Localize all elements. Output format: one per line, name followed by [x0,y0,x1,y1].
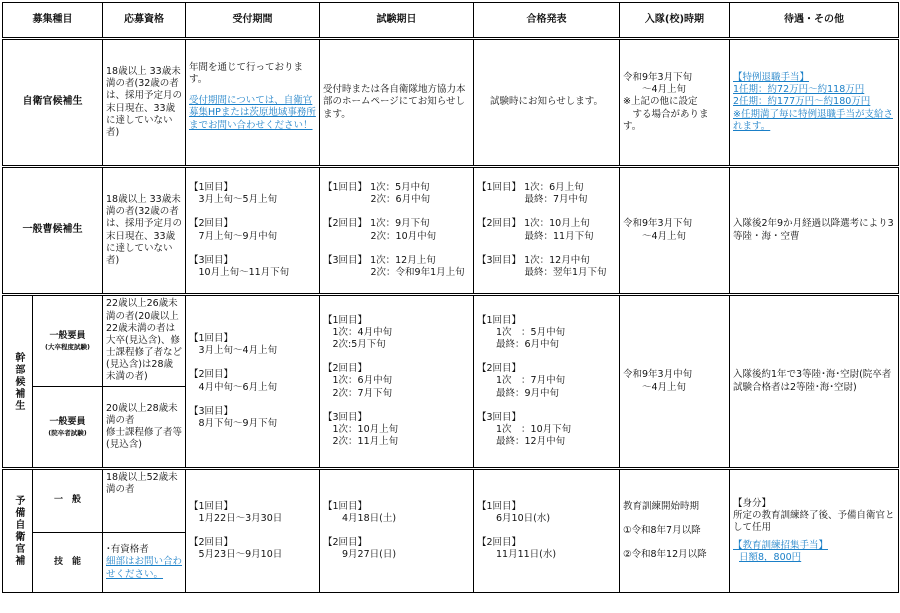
period-yobi: 【1回目】 1月22日〜3月30日 【2回目】 5月23日〜9月10日 [186,469,320,593]
enlist-kanbu: 令和9年3月中旬 〜4月上旬 [620,295,730,469]
exam-kanbu: 【1回目】 1次：4月中旬 2次:5月下旬 【2回目】 1次：6月中旬 2次：7月下旬 【3回目】 1次：10月上旬 2次：11月上旬 [320,295,474,469]
kanbu-sub2 [33,387,103,469]
header-qualification: 応募資格 [103,3,186,39]
period-ippan: 【1回目】 3月上旬〜5月上旬 【2回目】 7月上旬〜9月中旬 【3回目】 10月上旬〜11月下旬 [186,167,320,295]
row-ippan [3,167,899,295]
header-category: 募集種目 [3,3,103,39]
header-row [3,3,899,39]
header-benefit: 待遇・その他 [730,3,899,39]
enlist-jieikan: 令和9年3月下旬 〜4月上旬 ※上記の他に設定 する場合があります。 [620,39,730,167]
category-ippan: 一般曹候補生 [3,167,103,295]
kanbu-sub1-note: (大卒程度試験) [45,342,90,351]
yobi-sub2: 技 能 [33,533,103,593]
category-jieikan: 自衛官候補生 [3,39,103,167]
exam-ippan: 【1回目】 1次：5月中旬 2次：6月中旬 【2回目】 1次：9月下旬 2次：10月中旬 【3回目】 1次：12月上旬 2次：令和9年1月上旬 [320,167,474,295]
row-kanbu-1 [3,295,899,387]
row-jieikan [3,39,899,167]
kanbu-sub2-note: (院卒者試験) [48,428,87,437]
result-kanbu: 【1回目】 1次 ：5月中旬 最終：6月中旬 【2回目】 1次 ：7月中旬 最終：9月中旬 【3回目】 1次 ：10月下旬 最終：12月中旬 [474,295,620,469]
allowance-title: 【教育訓練招集手当】 [733,540,829,552]
qual-yobi-1: 18歳以上52歳未満の者 [103,469,186,533]
category-kanbu: 幹部候補生 [3,295,33,469]
qual-yobi-2 [103,533,186,593]
kanbu-sub1-label: 一般要員 [49,331,86,342]
qual-jieikan: 18歳以上 33歳未満の者(32歳の者は、採用予定月の末日現在、33歳に達していない者) [103,39,186,167]
benefit-yobi-title: 【身分】 [733,497,772,509]
benefit-ippan: 入隊後2年9か月経過以降選考により3等陸・海・空曹 [730,167,899,295]
qual-kanbu-1: 22歳以上26歳未満の者(20歳以上22歳未満の者は大卒(見込含)、修士課程修了者など(見込含)は28歳未満の者) [103,295,186,387]
benefit-kanbu: 入隊後約1年で3等陸･海･空尉(院卒者試験合格者は2等陸･海･空尉) [730,295,899,469]
qual-yobi-2-link[interactable]: 細部はお問い合わせください。 [106,556,183,580]
period-kanbu: 【1回目】 3月上旬〜4月上旬 【2回目】 4月中旬〜6月上旬 【3回目】 8月下旬〜9月下旬 [186,295,320,469]
period-jieikan-text: 年間を通じて行っております。 [189,62,304,86]
qual-kanbu-2: 20歳以上28歳未満の者 修士課程修了者等(見込含) [103,387,186,469]
recruitment-table [2,2,899,593]
result-yobi: 【1回目】 6月10日(水) 【2回目】 11月11日(水) [474,469,620,593]
enlist-ippan: 令和9年3月下旬 〜4月上旬 [620,167,730,295]
header-exam: 試験期日 [320,3,474,39]
kanbu-sub2-label: 一般要員 [49,417,86,428]
benefit-yobi-text: 所定の教育訓練終了後、予備自衛官として任用 [733,509,895,533]
benefit-jieikan-3: ※任期満了毎に特例退職手当が支給されます。 [733,108,893,132]
result-jieikan: 試験時にお知らせします。 [474,39,620,167]
exam-jieikan: 受付時または各自衛隊地方協力本部のホームページにてお知らせします。 [320,39,474,167]
benefit-jieikan-1: 1任期：約72万円〜約118万円 [733,84,865,96]
period-jieikan [186,39,320,167]
enlist-yobi: 教育訓練開始時期 ①令和8年7月以降 ②令和8年12月以降 [620,469,730,593]
benefit-jieikan-2: 2任期：約177万円〜約180万円 [733,96,871,108]
exam-yobi: 【1回目】 4月18日(土) 【2回目】 9月27日(日) [320,469,474,593]
qual-yobi-2-text: ･有資格者 [106,544,149,556]
benefit-yobi [730,469,899,593]
row-yobi-1 [3,469,899,533]
header-period: 受付期間 [186,3,320,39]
header-result: 合格発表 [474,3,620,39]
benefit-jieikan-title: 【特例退職手当】 [733,72,810,84]
period-jieikan-link[interactable]: 受付期間については、自衛官募集HPまたは茨原地域事務所までお問い合わせください！ [189,95,316,131]
category-yobi: 予備自衛官補 [3,469,33,593]
allowance-value: 日額8，800円 [739,552,802,564]
header-enlist: 入隊(校)時期 [620,3,730,39]
qual-ippan: 18歳以上 33歳未満の者(32歳の者は、採用予定月の末日現在、33歳に達していない者) [103,167,186,295]
kanbu-sub1 [33,295,103,387]
yobi-sub1: 一 般 [33,469,103,533]
result-ippan: 【1回目】 1次：6月上旬 最終：7月中旬 【2回目】 1次：10月上旬 最終：11月下旬 【3回目】 1次：12月中旬 最終：翌年1月下旬 [474,167,620,295]
benefit-jieikan [730,39,899,167]
